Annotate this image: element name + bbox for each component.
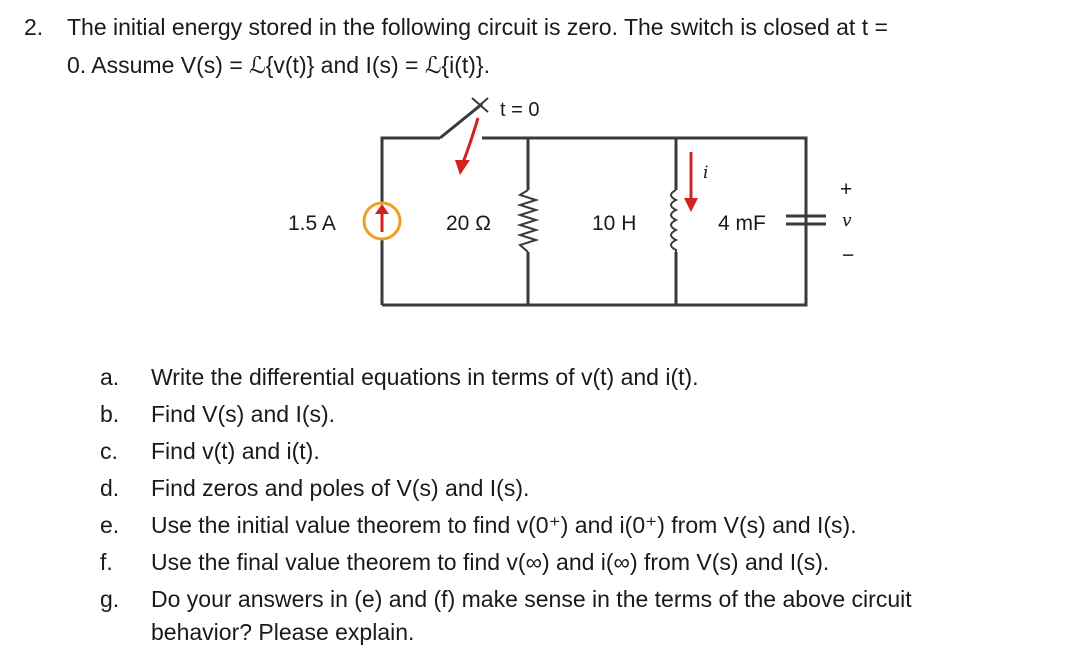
- subquestion-text: Find V(s) and I(s).: [151, 401, 336, 427]
- inductor-icon: [671, 190, 676, 252]
- voltage-plus: +: [840, 178, 853, 201]
- source-label: 1.5 A: [288, 212, 336, 235]
- subquestion-text-continued: behavior? Please explain.: [151, 619, 415, 645]
- current-label: i: [703, 163, 709, 183]
- switch-label: t = 0: [500, 99, 540, 121]
- switch-arrow: [462, 118, 478, 165]
- subquestion-text: Use the initial value theorem to find v(0⁺) and i(0⁺) from V(s) and I(s).: [151, 512, 857, 538]
- voltage-label: v: [842, 211, 852, 231]
- subquestion-text: Find zeros and poles of V(s) and I(s).: [151, 475, 530, 501]
- resistor-label: 20 Ω: [446, 212, 491, 235]
- circuit-wires: [382, 104, 806, 305]
- subquestion-text: Write the differential equations in terms of v(t) and i(t).: [151, 364, 699, 390]
- subquestion-letter: e.: [100, 512, 120, 538]
- subquestion-letter: a.: [100, 364, 120, 390]
- subquestion-letter: g.: [100, 586, 120, 612]
- question-line-2: 0. Assume V(s) = ℒ{v(t)} and I(s) = ℒ{i(t)}.: [67, 52, 490, 78]
- question-number: 2.: [24, 14, 44, 40]
- subquestion-text: Find v(t) and i(t).: [151, 438, 320, 464]
- subquestion-letter: c.: [100, 438, 118, 464]
- subquestion-letter: b.: [100, 401, 120, 427]
- switch-mark: [472, 98, 488, 112]
- capacitor-label: 4 mF: [718, 212, 766, 235]
- current-arrowhead: [684, 198, 698, 212]
- inductor-label: 10 H: [592, 212, 637, 235]
- resistor-icon: [520, 190, 536, 252]
- switch-arrowhead: [455, 160, 470, 175]
- subquestion-letter: f.: [100, 549, 113, 575]
- subquestion-text: Use the final value theorem to find v(∞) and i(∞) from V(s) and I(s).: [151, 549, 830, 575]
- subquestion-letter: d.: [100, 475, 120, 501]
- question-line-1: The initial energy stored in the following circuit is zero. The switch is closed at t =: [67, 14, 888, 40]
- subquestion-text: Do your answers in (e) and (f) make sense in the terms of the above circuit: [151, 586, 912, 612]
- voltage-minus: −: [842, 244, 855, 267]
